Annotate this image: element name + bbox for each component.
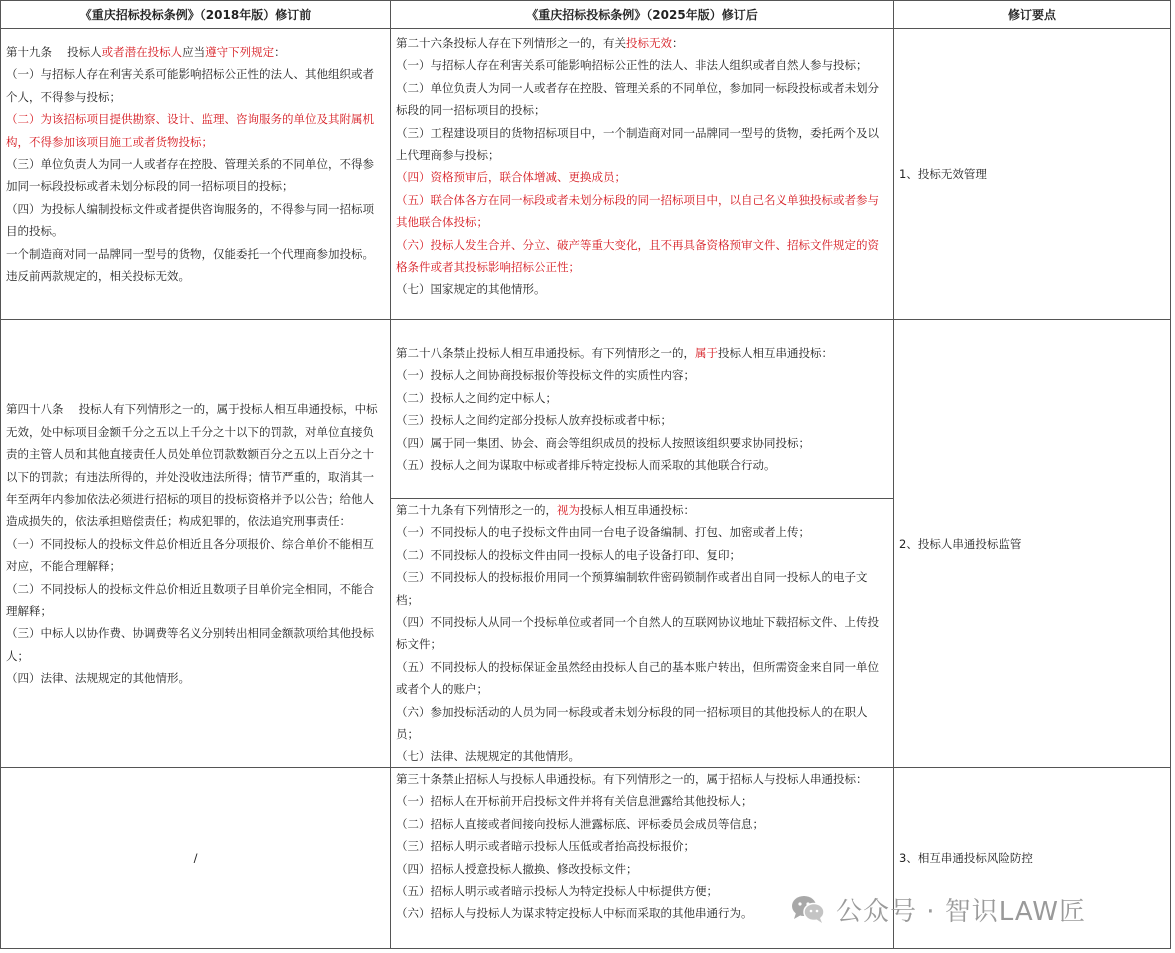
row2-old-line: （二）不同投标人的投标文件总价相近且数项子目单价完全相同，不能合理解释； (6, 581, 374, 619)
row2-old-line: （三）中标人以协作费、协调费等名义分别转出相同金额款项给其他投标人； (6, 626, 374, 663)
row1-new-line: （二）单位负责人为同一人或者存在控股、管理关系的不同单位，参加同一标段投标或者未划分标段的同一招标项目的投标； (396, 80, 879, 118)
wechat-icon (790, 894, 826, 924)
row2-new-a-line: （五）投标人之间为谋取中标或者排斥特定投标人而采取的其他联合行动。 (396, 458, 776, 473)
row1-old-line: 第十九条 投标人或者潜在投标人应当遵守下列规定： (6, 45, 286, 59)
row2-new-b-line: （七）法律、法规规定的其他情形。 (396, 749, 580, 764)
row2-new-a-line: （三）投标人之间约定部分投标人放弃投标或者中标； (396, 413, 672, 428)
row3-new-line: （二）招标人直接或者间接向投标人泄露标底、评标委员会成员等信息； (396, 816, 764, 831)
watermark (790, 892, 1086, 926)
row2-new-a-line: （一）投标人之间协商投标报价等投标文件的实质性内容； (396, 368, 695, 383)
row1-new-line: （七）国家规定的其他情形。 (396, 282, 546, 297)
row1-old-line: 违反前两款规定的，相关投标无效。 (6, 269, 190, 284)
row3-old-text (0, 767, 391, 949)
row2-point (893, 319, 1171, 768)
row1-point (893, 28, 1171, 320)
row1-point-label: 1、投标无效管理 (899, 167, 987, 182)
row2-new-b-line: （四）不同投标人从同一个投标单位或者同一个自然人的互联网协议地址下载招标文件、上传投标文件； (396, 615, 879, 652)
row2-new-a-text (390, 319, 894, 499)
row2-old-text (0, 319, 391, 768)
row3-new-line: （六）招标人与投标人为谋求特定投标人中标而采取的其他串通行为。 (396, 906, 753, 921)
row2-old-line: 第四十八条 投标人有下列情形之一的，属于投标人相互串通投标，中标无效，处中标项目金额千分之五以上千分之十以下的罚款，对单位直接负责的主管人员和其他直接责任人员处单位罚款数额百分之五以上百分之十以下的罚款；有违法所得的，并处没收违法所得；情节严重的，取消其一年至两年内参加依法必须进行招标的项目的投标资格并予以公告；给他人造成损失的，依法承担赔偿责任；构成犯罪的，依法追究刑事责任： (6, 402, 378, 529)
row3-new-line: （四）招标人授意投标人撤换、修改投标文件； (396, 861, 638, 876)
row3-new-line: （三）招标人明示或者暗示投标人压低或者抬高投标报价； (396, 839, 695, 854)
header-before: 《重庆招标投标条例》（2018年版）修订前 (0, 0, 391, 29)
row2-new-b-text (390, 498, 894, 768)
row2-old-line: （四）法律、法规规定的其他情形。 (6, 671, 190, 686)
row1-new-line: 第二十六条投标人存在下列情形之一的，有关投标无效： (396, 36, 684, 50)
row1-old-line: （二）为该招标项目提供勘察、设计、监理、咨询服务的单位及其附属机构，不得参加该项目施工或者货物投标； (6, 112, 374, 149)
row1-old-line: （四）为投标人编制投标文件或者提供咨询服务的，不得参与同一招标项目的投标。 (6, 201, 374, 239)
row1-old-line: 一个制造商对同一品牌同一型号的货物，仅能委托一个代理商参加投标。 (6, 246, 374, 261)
row2-new-a-line: （四）属于同一集团、协会、商会等组织成员的投标人按照该组织要求协同投标； (396, 435, 810, 450)
header-after: 《重庆招标投标条例》（2025年版）修订后 (390, 0, 894, 29)
row1-new-line: （一）与招标人存在利害关系可能影响招标公正性的法人、非法人组织或者自然人参与投标； (396, 58, 868, 73)
row2-new-b-line: 第二十九条有下列情形之一的，视为投标人相互串通投标： (396, 503, 695, 517)
row2-new-b-line: （六）参加投标活动的人员为同一标段或者未划分标段的同一招标项目的其他投标人的在职人员； (396, 704, 868, 742)
row1-old-line: （一）与招标人存在利害关系可能影响招标公正性的法人、其他组织或者个人，不得参与投标； (6, 67, 374, 104)
row2-new-b-line: （一）不同投标人的电子投标文件由同一台电子设备编制、打包、加密或者上传； (396, 525, 810, 540)
row1-old-text (0, 28, 391, 320)
row3-point-label: 3、相互串通投标风险防控 (899, 851, 1033, 866)
row3-old-slash: / (193, 851, 198, 866)
row1-new-text (390, 28, 894, 320)
row2-new-b-line: （二）不同投标人的投标文件由同一投标人的电子设备打印、复印； (396, 547, 741, 562)
watermark-text: 公众号 · 智识LAW匠 (836, 896, 1086, 927)
row1-new-line: （五）联合体各方在同一标段或者未划分标段的同一招标项目中，以自己名义单独投标或者参与其他联合体投标； (396, 192, 879, 230)
row2-point-label: 2、投标人串通投标监管 (899, 536, 1022, 551)
header-points: 修订要点 (893, 0, 1171, 29)
row1-new-line: （三）工程建设项目的货物招标项目中，一个制造商对同一品牌同一型号的货物，委托两个及以上代理商参与投标； (396, 125, 879, 163)
row3-new-line: （五）招标人明示或者暗示投标人为特定投标人中标提供方便； (396, 884, 718, 899)
row2-new-a-line: （二）投标人之间约定中标人； (396, 390, 557, 405)
row2-new-b-line: （五）不同投标人的投标保证金虽然经由投标人自己的基本账户转出，但所需资金来自同一单位或者个人的账户； (396, 659, 879, 697)
row3-new-line: （一）招标人在开标前开启投标文件并将有关信息泄露给其他投标人； (396, 794, 753, 809)
row1-old-line: （三）单位负责人为同一人或者存在控股、管理关系的不同单位，不得参加同一标段投标或者未划分标段的同一招标项目的投标； (6, 157, 374, 194)
row2-new-a-line: 第二十八条禁止投标人相互串通投标。有下列情形之一的，属于投标人相互串通投标： (396, 346, 833, 360)
row2-old-line: （一）不同投标人的投标文件总价相近且各分项报价、综合单价不能相互对应，不能合理解释； (6, 536, 374, 574)
row1-new-line: （四）资格预审后，联合体增减、更换成员； (396, 170, 626, 185)
row1-new-line: （六）投标人发生合并、分立、破产等重大变化，且不再具备资格预审文件、招标文件规定的资格条件或者其投标影响招标公正性； (396, 237, 879, 275)
row3-new-line: 第三十条禁止招标人与投标人串通投标。有下列情形之一的，属于招标人与投标人串通投标： (396, 772, 868, 786)
row2-new-b-line: （三）不同投标人的投标报价用同一个预算编制软件密码锁制作或者出自同一投标人的电子文档； (396, 570, 868, 607)
